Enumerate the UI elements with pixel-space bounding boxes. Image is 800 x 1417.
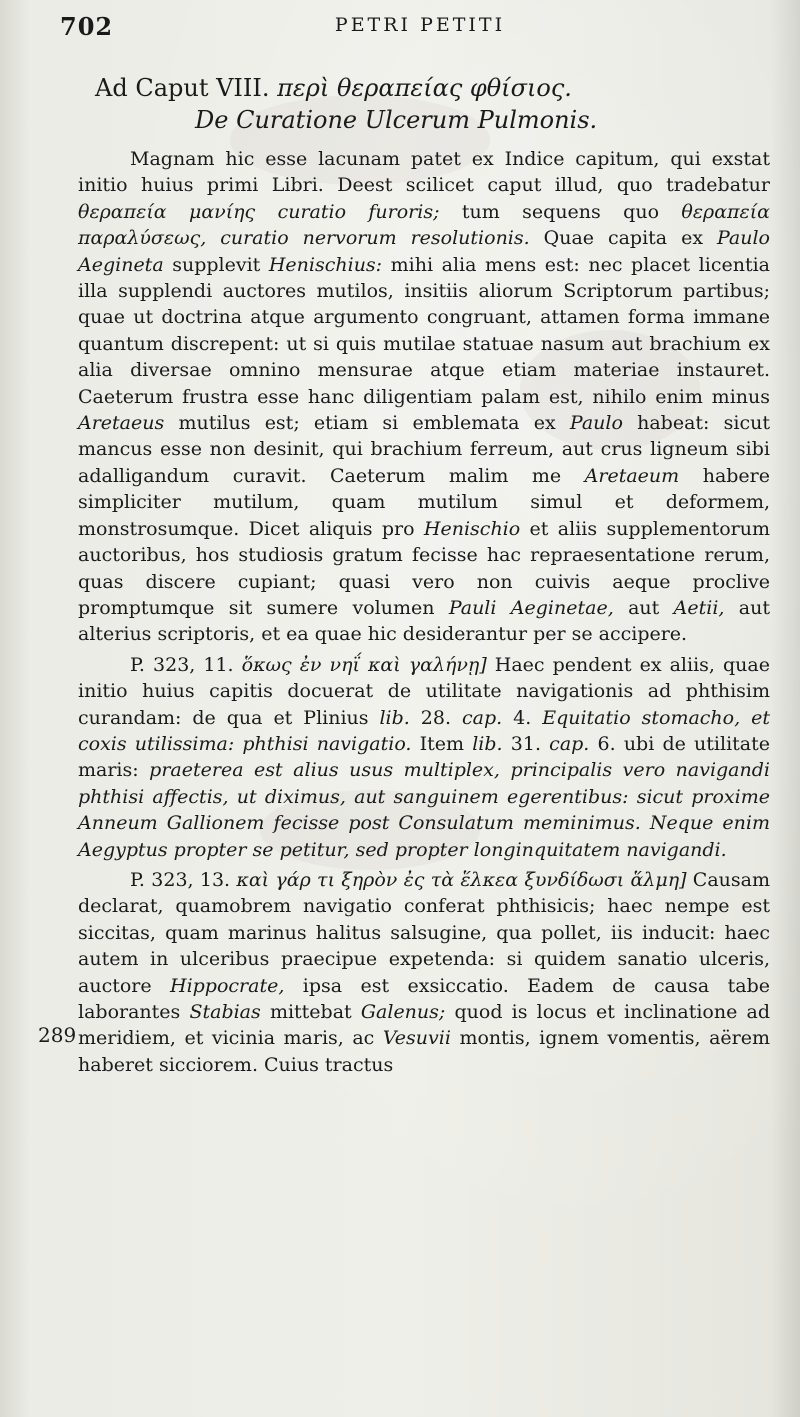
text-run: P. 323, 11. bbox=[130, 653, 242, 676]
paragraph bbox=[78, 652, 770, 863]
text-run: aut alterius scriptoris, et ea quae hic desiderantur per se accipere. bbox=[78, 596, 771, 646]
italic-text: Pauli Aeginetae, bbox=[448, 596, 614, 619]
text-run: ipsa est exsiccatio. Eadem de causa tabe laborantes bbox=[78, 974, 770, 1023]
text-run: habere simpliciter mutilum, quam mutilum simul et deformem, monstrosumque. Dicet aliquis pro bbox=[78, 464, 771, 540]
text-run: montis, ignem vomentis, aërem haberet sicciorem. Cuius tractus bbox=[78, 1027, 770, 1076]
chapter-heading bbox=[95, 72, 775, 136]
italic-text: Stabias bbox=[189, 1001, 261, 1023]
italic-text: praeterea est alius usus multiplex, principalis vero navigandi phthisi affectis, ut diximus, aut sanguinem egerentibus: sicut proxime Anneum Gallionem fecisse post Consulatum meminimus. Neque enim Aegyptus propter se petitur, sed propter longinquitatem navigandi. bbox=[78, 759, 770, 861]
text-run: P. 323, 13. bbox=[130, 868, 237, 891]
text-run: Quae capita ex bbox=[529, 227, 717, 250]
paragraph bbox=[78, 867, 770, 1078]
chapter-latin-title: De Curatione Ulcerum Pulmonis. bbox=[195, 106, 598, 134]
text-run: et aliis supplementorum auctoribus, hos studiosis gratum fecisse hac repraesentatione rerum, quas discere cupiant; quasi vero non cuivis aeque proclive promptumque sit sumere volumen bbox=[78, 517, 770, 619]
italic-text: Vesuvii bbox=[382, 1027, 451, 1050]
text-run: mittebat bbox=[260, 1001, 361, 1023]
paragraph bbox=[78, 146, 770, 648]
italic-text: lib. bbox=[379, 706, 410, 729]
italic-text: ὅκως ἐν νηΐ καὶ γαλήνῃ] bbox=[241, 653, 487, 676]
chapter-number: Ad Caput VIII. bbox=[95, 74, 270, 102]
text-run: Causam declarat, quamobrem navigatio conferat phthisicis; haec nempe est siccitas, quam marinus halitus salsugine, qua pollet, iis inducit: haec autem in ulceribus praecipue expetenda: si quidem sanatio ulceris, auctore bbox=[78, 868, 770, 997]
text-run: habeat: sicut mancus esse non desinit, qui brachium ferreum, aut crus ligneum sibi adalligandum curavit. Caeterum malim me bbox=[78, 412, 770, 487]
text-run: 31. bbox=[502, 732, 550, 755]
page-number: 702 bbox=[60, 12, 114, 41]
chapter-heading-line1 bbox=[95, 72, 775, 104]
italic-text: cap. bbox=[549, 732, 590, 755]
italic-text: θεραπεία παραλύσεως, curatio nervorum resolutionis. bbox=[78, 200, 770, 250]
italic-text: Henischio bbox=[423, 517, 521, 540]
text-run: supplevit bbox=[163, 253, 269, 276]
body-text bbox=[78, 146, 770, 1082]
italic-text: καὶ γάρ τι ξηρὸν ἐς τὰ ἕλκεα ξυνδίδωσι ἅλμη] bbox=[236, 868, 687, 891]
italic-text: Galenus; bbox=[360, 1001, 446, 1023]
text-run: tum sequens quo bbox=[439, 200, 682, 223]
text-run: Item bbox=[411, 732, 473, 755]
italic-text: Aretaeus bbox=[78, 412, 165, 435]
text-run: 28. bbox=[409, 706, 462, 729]
text-run: mihi alia mens est: nec placet licentia illa supplendi auctores mutilos, insitiis aliorum Scriptorum partibus; quae ut doctrina atque argumento congruant, attamen forma immane quantum discrepent: ut si quis mutilae statuae nasum aut brachium ex alia diversae omnino mensurae atque etiam materiae instauret. Caeterum frustra esse hanc diligentiam palam est, nihilo enim minus bbox=[78, 253, 770, 408]
italic-text: θεραπεία μανίης curatio furoris; bbox=[78, 200, 440, 223]
italic-text: Henischius: bbox=[268, 253, 383, 276]
text-run: 6. ubi de utilitate maris: bbox=[78, 732, 770, 782]
italic-text: cap. bbox=[461, 706, 503, 729]
text-run: Magnam hic esse lacunam patet ex Indice capitum, qui exstat initio huius primi Libri. Deest scilicet caput illud, quo tradebatur bbox=[78, 148, 770, 197]
italic-text: lib. bbox=[472, 732, 503, 755]
italic-text: Hippocrate, bbox=[170, 974, 285, 997]
running-head: PETRI PETITI bbox=[334, 14, 506, 36]
margin-page-reference: 289 bbox=[38, 1023, 77, 1047]
italic-text: Paulo Aegineta bbox=[78, 227, 770, 276]
text-run: mutilus est; etiam si emblemata ex bbox=[164, 412, 570, 435]
text-run: Haec pendent ex aliis, quae initio huius capitis docuerat de utilitate navigationis ad phthisim curandam: de qua et Plinius bbox=[78, 653, 770, 729]
italic-text: Aetii, bbox=[673, 596, 725, 619]
text-run: 4. bbox=[502, 706, 543, 729]
text-run: quod is locus et inclinatione ad meridiem, et vicinia maris, ac bbox=[78, 1001, 771, 1050]
text-run: aut bbox=[613, 596, 674, 619]
italic-text: Paulo bbox=[569, 412, 623, 435]
italic-text: Equitatio stomacho, et coxis utilissima: phthisi navigatio. bbox=[78, 706, 770, 755]
chapter-greek-title: περὶ θεραπείας φθίσιος. bbox=[277, 74, 572, 102]
italic-text: Aretaeum bbox=[584, 464, 680, 487]
